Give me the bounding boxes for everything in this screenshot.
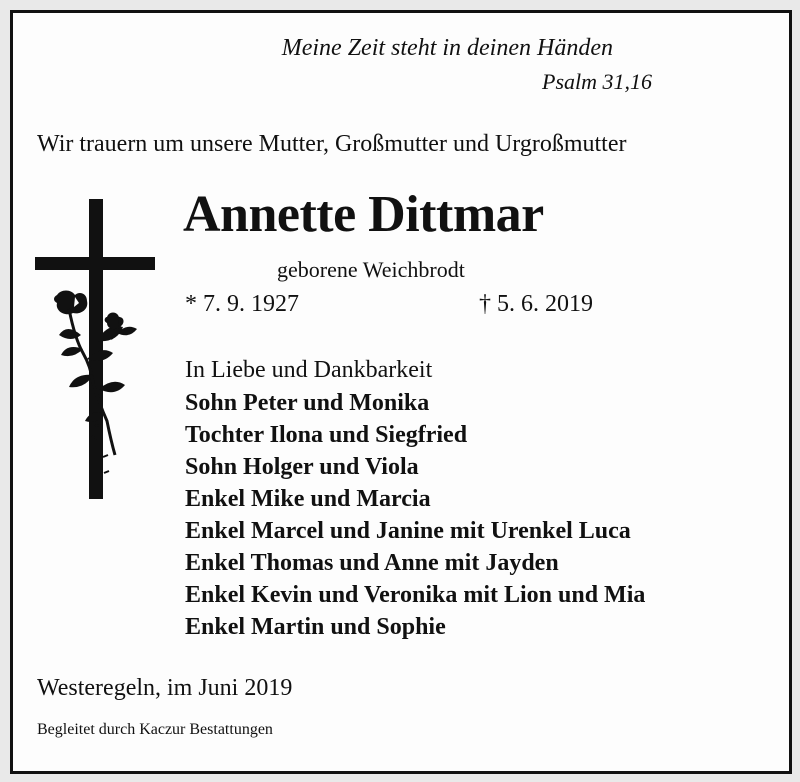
- list-item: Sohn Holger und Viola: [185, 454, 419, 480]
- mourners-list: [185, 387, 645, 643]
- list-item: Enkel Thomas und Anne mit Jayden: [185, 550, 559, 576]
- intro-text: Wir trauern um unsere Mutter, Großmutter und Urgroßmutter: [37, 131, 627, 157]
- list-item: Enkel Martin und Sophie: [185, 614, 446, 640]
- list-item: Enkel Kevin und Veronika mit Lion und Mia: [185, 582, 646, 608]
- cross-with-rose-icon: [35, 199, 161, 515]
- maiden-name: geborene Weichbrodt: [277, 257, 465, 282]
- funeral-home-line: Begleitet durch Kaczur Bestattungen: [37, 721, 273, 738]
- motto: Meine Zeit steht in deinen Händen: [281, 35, 613, 61]
- birth-date: * 7. 9. 1927: [185, 291, 299, 317]
- list-item: Enkel Marcel und Janine mit Urenkel Luca: [185, 518, 631, 544]
- place-and-date: Westeregeln, im Juni 2019: [37, 675, 293, 701]
- deceased-name: Annette Dittmar: [183, 186, 544, 243]
- list-item: Tochter Ilona und Siegfried: [185, 422, 468, 448]
- list-item: Enkel Mike und Marcia: [185, 486, 431, 512]
- list-item: Sohn Peter und Monika: [185, 390, 430, 416]
- obituary-notice: [10, 10, 792, 774]
- thanks-line: In Liebe und Dankbarkeit: [185, 357, 433, 383]
- death-date: † 5. 6. 2019: [479, 291, 593, 317]
- psalm-reference: Psalm 31,16: [542, 69, 652, 94]
